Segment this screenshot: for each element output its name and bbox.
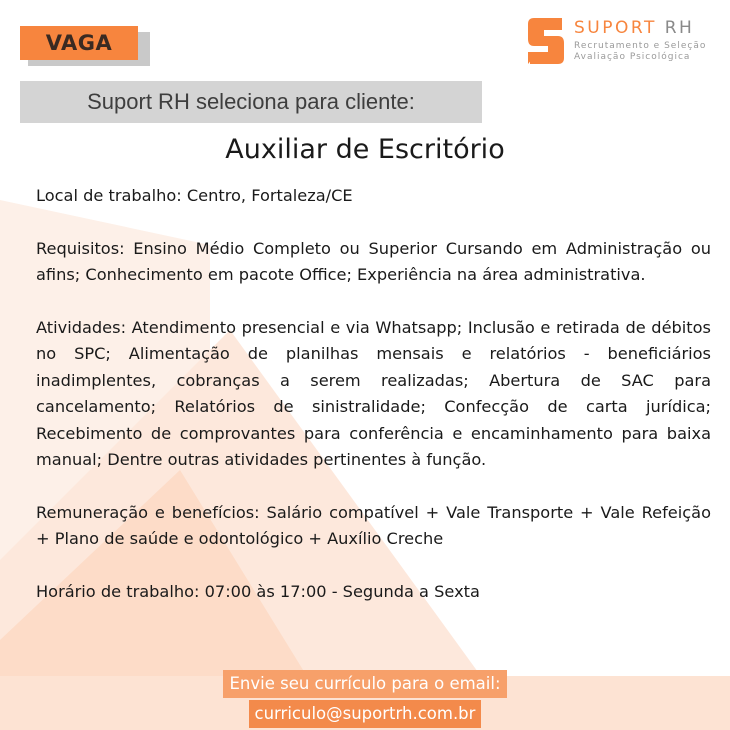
suport-s-icon: [526, 16, 566, 66]
logo-name-primary: SUPORT: [574, 18, 657, 38]
vaga-tag-wrapper: [20, 26, 150, 66]
cta-email: curriculo@suportrh.com.br: [249, 700, 482, 728]
company-logo: [526, 16, 726, 68]
client-banner: Suport RH seleciona para cliente:: [20, 81, 482, 123]
call-to-action: [0, 670, 730, 728]
job-compensation: Remuneração e benefícios: Salário compatível + Vale Transporte + Vale Refeição + Plano de saúde e odontológico + Auxílio Creche: [36, 502, 711, 549]
job-schedule: Horário de trabalho: 07:00 às 17:00 - Segunda a Sexta: [36, 582, 480, 602]
job-requirements: Requisitos: Ensino Médio Completo ou Superior Cursando em Administração ou afins; Conhecimento em pacote Office; Experiência na área administrativa.: [36, 238, 711, 285]
logo-subtitle-line1: Recrutamento e Seleção: [574, 41, 707, 51]
job-activities: Atividades: Atendimento presencial e via Whatsapp; Inclusão e retirada de débitos no SPC; Alimentação de planilhas mensais e relatórios - beneficiários inadimplentes, cobranças a serem realizadas; Abertura de SAC para cancelamento; Relatórios de sinistralidade; Confecção de carta jurídica; Recebimento de comprovantes para conferência e encaminhamento para baixa manual; Dentre outras atividades pertinentes à função.: [36, 318, 711, 470]
job-location: Local de trabalho: Centro, Fortaleza/CE: [36, 186, 353, 205]
job-title: Auxiliar de Escritório: [225, 134, 505, 165]
logo-subtitle: [574, 41, 706, 63]
job-details: [36, 183, 711, 605]
cta-instruction: Envie seu currículo para o email:: [223, 670, 506, 698]
logo-name: [574, 18, 694, 38]
vaga-tag: VAGA: [20, 26, 138, 60]
logo-subtitle-line2: Avaliação Psicológica: [574, 52, 691, 62]
logo-name-secondary: RH: [664, 18, 695, 38]
